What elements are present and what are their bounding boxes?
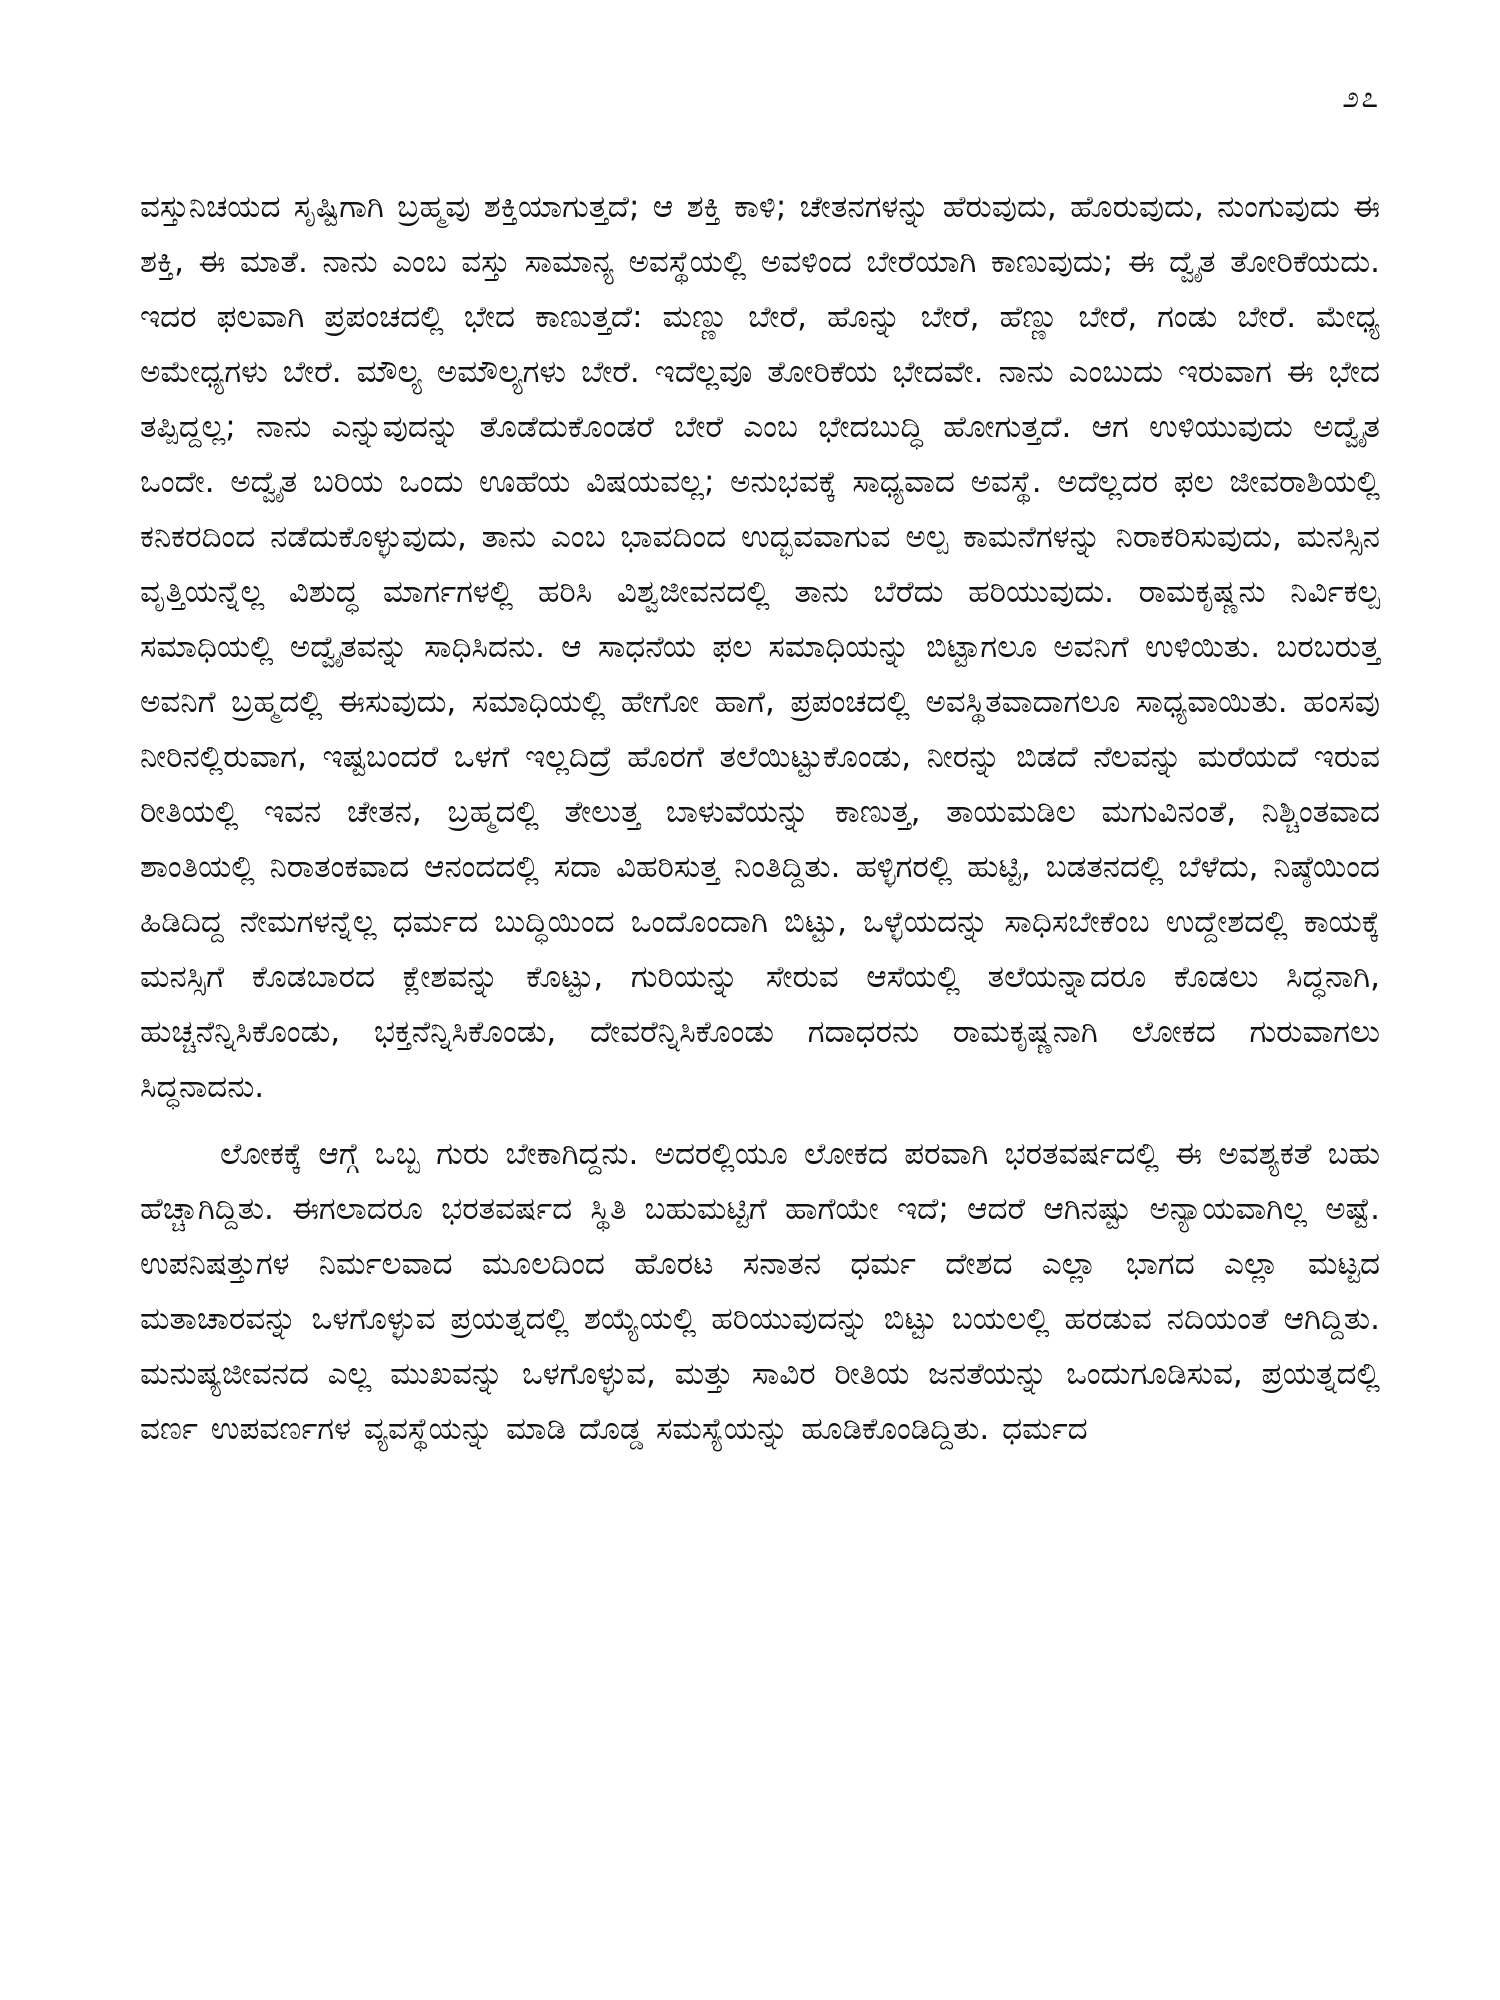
page-body xyxy=(140,180,1380,1457)
page-number: ೨೭ xyxy=(1342,80,1380,115)
paragraph-1: ವಸ್ತುನಿಚಯದ ಸೃಷ್ಟಿಗಾಗಿ ಬ್ರಹ್ಮವು ಶಕ್ತಿಯಾಗುತ್ತದೆ; ಆ ಶಕ್ತಿ ಕಾಳಿ; ಚೇತನಗಳನ್ನು ಹೆರುವುದು, ಹೊರುವುದು, ನುಂಗುವುದು ಈ ಶಕ್ತಿ, ಈ ಮಾತೆ. ನಾನು ಎಂಬ ವಸ್ತು ಸಾಮಾನ್ಯ ಅವಸ್ಥೆಯಲ್ಲಿ ಅವಳಿಂದ ಬೇರೆಯಾಗಿ ಕಾಣುವುದು; ಈ ದ್ವೈತ ತೋರಿಕೆಯದು. ಇದರ ಫಲವಾಗಿ ಪ್ರಪಂಚದಲ್ಲಿ ಭೇದ ಕಾಣುತ್ತದೆ: ಮಣ್ಣು ಬೇರೆ, ಹೊನ್ನು ಬೇರೆ, ಹೆಣ್ಣು ಬೇರೆ, ಗಂಡು ಬೇರೆ. ಮೇಧ್ಯ ಅಮೇಧ್ಯಗಳು ಬೇರೆ. ಮೌಲ್ಯ ಅಮೌಲ್ಯಗಳು ಬೇರೆ. ಇದೆಲ್ಲವೂ ತೋರಿಕೆಯ ಭೇದವೇ. ನಾನು ಎಂಬುದು ಇರುವಾಗ ಈ ಭೇದ ತಪ್ಪಿದ್ದಲ್ಲ; ನಾನು ಎನ್ನುವುದನ್ನು ತೊಡೆದುಕೊಂಡರೆ ಬೇರೆ ಎಂಬ ಭೇದಬುದ್ಧಿ ಹೋಗುತ್ತದೆ. ಆಗ ಉಳಿಯುವುದು ಅದ್ವೈತ ಒಂದೇ. ಅದ್ವೈತ ಬರಿಯ ಒಂದು ಊಹೆಯ ವಿಷಯವಲ್ಲ; ಅನುಭವಕ್ಕೆ ಸಾಧ್ಯವಾದ ಅವಸ್ಥೆ. ಅದೆಲ್ಲದರ ಫಲ ಜೀವರಾಶಿಯಲ್ಲಿ ಕನಿಕರದಿಂದ ನಡೆದುಕೊಳ್ಳುವುದು, ತಾನು ಎಂಬ ಭಾವದಿಂದ ಉದ್ಭವವಾಗುವ ಅಲ್ಪ ಕಾಮನೆಗಳನ್ನು ನಿರಾಕರಿಸುವುದು, ಮನಸ್ಸಿನ ವೃತ್ತಿಯನ್ನೆಲ್ಲ ವಿಶುದ್ಧ ಮಾರ್ಗಗಳಲ್ಲಿ ಹರಿಸಿ ವಿಶ್ವಜೀವನದಲ್ಲಿ ತಾನು ಬೆರೆದು ಹರಿಯುವುದು. ರಾಮಕೃಷ್ಣನು ನಿರ್ವಿಕಲ್ಪ ಸಮಾಧಿಯಲ್ಲಿ ಅದ್ವೈತವನ್ನು ಸಾಧಿಸಿದನು. ಆ ಸಾಧನೆಯ ಫಲ ಸಮಾಧಿಯನ್ನು ಬಿಟ್ಟಾಗಲೂ ಅವನಿಗೆ ಉಳಿಯಿತು. ಬರಬರುತ್ತ ಅವನಿಗೆ ಬ್ರಹ್ಮದಲ್ಲಿ ಈಸುವುದು, ಸಮಾಧಿಯಲ್ಲಿ ಹೇಗೋ ಹಾಗೆ, ಪ್ರಪಂಚದಲ್ಲಿ ಅವಸ್ಥಿತವಾದಾಗಲೂ ಸಾಧ್ಯವಾಯಿತು. ಹಂಸವು ನೀರಿನಲ್ಲಿರುವಾಗ, ಇಷ್ಟಬಂದರೆ ಒಳಗೆ ಇಲ್ಲದಿದ್ರೆ ಹೊರಗೆ ತಲೆಯಿಟ್ಟುಕೊಂಡು, ನೀರನ್ನು ಬಿಡದೆ ನೆಲವನ್ನು ಮರೆಯದೆ ಇರುವ ರೀತಿಯಲ್ಲಿ ಇವನ ಚೇತನ, ಬ್ರಹ್ಮದಲ್ಲಿ ತೇಲುತ್ತ ಬಾಳುವೆಯನ್ನು ಕಾಣುತ್ತ, ತಾಯಮಡಿಲ ಮಗುವಿನಂತೆ, ನಿಶ್ಚಿಂತವಾದ ಶಾಂತಿಯಲ್ಲಿ ನಿರಾತಂಕವಾದ ಆನಂದದಲ್ಲಿ ಸದಾ ವಿಹರಿಸುತ್ತ ನಿಂತಿದ್ದಿತು. ಹಳ್ಳಿಗರಲ್ಲಿ ಹುಟ್ಟಿ, ಬಡತನದಲ್ಲಿ ಬೆಳೆದು, ನಿಷ್ಠೆಯಿಂದ ಹಿಡಿದಿದ್ದ ನೇಮಗಳನ್ನೆಲ್ಲ ಧರ್ಮದ ಬುದ್ಧಿಯಿಂದ ಒಂದೊಂದಾಗಿ ಬಿಟ್ಟು, ಒಳ್ಳೆಯದನ್ನು ಸಾಧಿಸಬೇಕೆಂಬ ಉದ್ದೇಶದಲ್ಲಿ ಕಾಯಕ್ಕೆ ಮನಸ್ಸಿಗೆ ಕೊಡಬಾರದ ಕ್ಲೇಶವನ್ನು ಕೊಟ್ಟು, ಗುರಿಯನ್ನು ಸೇರುವ ಆಸೆಯಲ್ಲಿ ತಲೆಯನ್ನಾದರೂ ಕೊಡಲು ಸಿದ್ಧನಾಗಿ, ಹುಚ್ಚನೆನ್ನಿಸಿಕೊಂಡು, ಭಕ್ತನೆನ್ನಿಸಿಕೊಂಡು, ದೇವರೆನ್ನಿಸಿಕೊಂಡು ಗದಾಧರನು ರಾಮಕೃಷ್ಣನಾಗಿ ಲೋಕದ ಗುರುವಾಗಲು ಸಿದ್ಧನಾದನು. xyxy=(140,189,1380,1105)
paragraph-2: ಲೋಕಕ್ಕೆ ಆಗ್ಗೆ ಒಬ್ಬ ಗುರು ಬೇಕಾಗಿದ್ದನು. ಅದರಲ್ಲಿಯೂ ಲೋಕದ ಪರವಾಗಿ ಭರತವರ್ಷದಲ್ಲಿ ಈ ಅವಶ್ಯಕತೆ ಬಹು ಹೆಚ್ಚಾಗಿದ್ದಿತು. ಈಗಲಾದರೂ ಭರತವರ್ಷದ ಸ್ಥಿತಿ ಬಹುಮಟ್ಟಿಗೆ ಹಾಗೆಯೇ ಇದೆ; ಆದರೆ ಆಗಿನಷ್ಟು ಅನ್ಯಾಯವಾಗಿಲ್ಲ ಅಷ್ಟೆ. ಉಪನಿಷತ್ತುಗಳ ನಿರ್ಮಲವಾದ ಮೂಲದಿಂದ ಹೊರಟ ಸನಾತನ ಧರ್ಮ ದೇಶದ ಎಲ್ಲಾ ಭಾಗದ ಎಲ್ಲಾ ಮಟ್ಟದ ಮತಾಚಾರವನ್ನು ಒಳಗೊಳ್ಳುವ ಪ್ರಯತ್ನದಲ್ಲಿ ಶಯ್ಯೆಯಲ್ಲಿ ಹರಿಯುವುದನ್ನು ಬಿಟ್ಟು ಬಯಲಲ್ಲಿ ಹರಡುವ ನದಿಯಂತೆ ಆಗಿದ್ದಿತು. ಮನುಷ್ಯಜೀವನದ ಎಲ್ಲ ಮುಖವನ್ನು ಒಳಗೊಳ್ಳುವ, ಮತ್ತು ಸಾವಿರ ರೀತಿಯ ಜನತೆಯನ್ನು ಒಂದುಗೂಡಿಸುವ, ಪ್ರಯತ್ನದಲ್ಲಿ ವರ್ಣ ಉಪವರ್ಣಗಳ ವ್ಯವಸ್ಥೆಯನ್ನು ಮಾಡಿ ದೊಡ್ಡ ಸಮಸ್ಯೆಯನ್ನು ಹೂಡಿಕೊಂಡಿದ್ದಿತು. ಧರ್ಮದ xyxy=(140,1136,1380,1447)
